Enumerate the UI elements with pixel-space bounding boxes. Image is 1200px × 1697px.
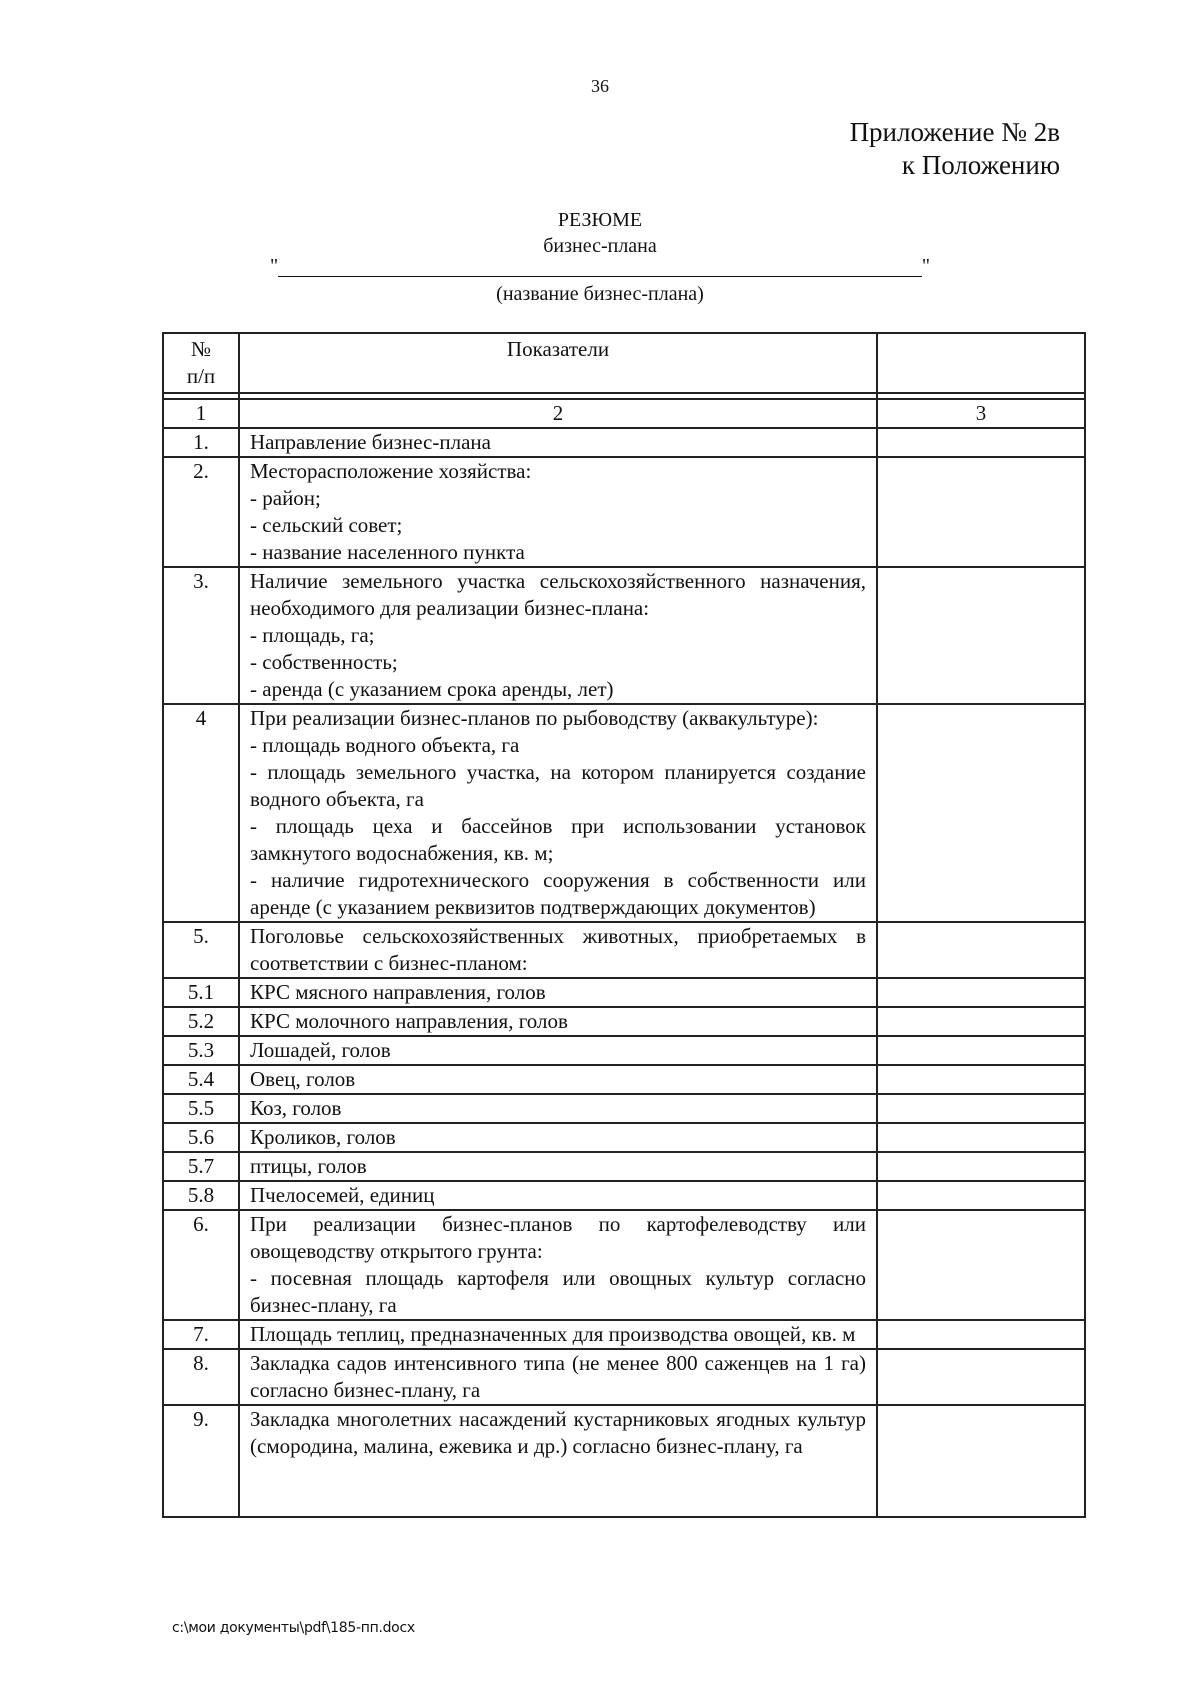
row-value-cell[interactable] <box>877 1181 1085 1210</box>
row-number: 6. <box>163 1210 239 1320</box>
row-number: 5.6 <box>163 1123 239 1152</box>
row-number: 5.1 <box>163 978 239 1007</box>
row-value-cell[interactable] <box>877 1405 1085 1517</box>
table-row <box>163 1181 1085 1210</box>
appendix-line-2: к Положению <box>901 150 1060 180</box>
quote-open: " <box>270 255 279 277</box>
row-indicator <box>239 1405 877 1517</box>
row-indicator <box>239 922 877 978</box>
file-path-footer: c:\мои документы\pdf\185-пп.docx <box>172 1620 415 1636</box>
row-value-cell[interactable] <box>877 922 1085 978</box>
title-block <box>0 207 1200 307</box>
row-indicator <box>239 1007 877 1036</box>
row-number: 2. <box>163 457 239 567</box>
indicator-line: При реализации бизнес-планов по картофелеводству или овощеводству открытого грунта: <box>250 1212 866 1263</box>
row-number: 4 <box>163 704 239 922</box>
indicator-line: - наличие гидротехнического сооружения в собственности или аренде (с указанием реквизитов подтверждающих документов) <box>250 868 866 919</box>
header-number-label-part: № <box>190 337 212 361</box>
resume-table-wrapper <box>162 332 1084 1518</box>
header-value <box>877 333 1085 393</box>
column-number-2: 2 <box>239 399 877 428</box>
indicator-line: Коз, голов <box>250 1096 342 1120</box>
indicator-line: Направление бизнес-плана <box>250 430 491 454</box>
row-value-cell[interactable] <box>877 1123 1085 1152</box>
row-value-cell[interactable] <box>877 978 1085 1007</box>
appendix-line-1: Приложение № 2в <box>849 117 1060 147</box>
row-value-cell[interactable] <box>877 704 1085 922</box>
table-row <box>163 428 1085 457</box>
indicator-line: Кроликов, голов <box>250 1125 396 1149</box>
name-underline <box>278 276 922 277</box>
indicator-line: - район; <box>250 486 321 510</box>
table-row <box>163 1349 1085 1405</box>
row-value-cell[interactable] <box>877 428 1085 457</box>
indicator-line: КРС мясного направления, голов <box>250 980 546 1004</box>
table-row <box>163 457 1085 567</box>
table-header-row <box>163 333 1085 393</box>
row-indicator <box>239 1349 877 1405</box>
indicator-line: Поголовье сельскохозяйственных животных, приобретаемых в соответствии с бизнес-планом: <box>250 924 866 975</box>
row-number: 5.5 <box>163 1094 239 1123</box>
indicator-line: - аренда (с указанием срока аренды, лет) <box>250 677 614 701</box>
row-indicator <box>239 1036 877 1065</box>
indicator-line: - собственность; <box>250 650 398 674</box>
resume-table <box>162 332 1086 1518</box>
indicator-line: - площадь цеха и бассейнов при использовании установок замкнутого водоснабжения, кв. м; <box>250 814 866 865</box>
header-number <box>163 333 239 393</box>
row-number: 7. <box>163 1320 239 1349</box>
table-row <box>163 567 1085 704</box>
row-number: 5.7 <box>163 1152 239 1181</box>
row-indicator <box>239 1123 877 1152</box>
business-plan-name-blank <box>270 255 930 281</box>
table-row <box>163 1405 1085 1517</box>
row-number: 9. <box>163 1405 239 1517</box>
indicator-line: - площадь водного объекта, га <box>250 733 520 757</box>
row-indicator <box>239 1320 877 1349</box>
column-numbers-row <box>163 399 1085 428</box>
indicator-line: птицы, голов <box>250 1154 367 1178</box>
row-indicator <box>239 457 877 567</box>
row-indicator <box>239 1065 877 1094</box>
indicator-line: Закладка садов интенсивного типа (не менее 800 саженцев на 1 га) согласно бизнес-плану, га <box>250 1351 866 1402</box>
table-row <box>163 1123 1085 1152</box>
row-number: 8. <box>163 1349 239 1405</box>
row-indicator <box>239 428 877 457</box>
row-number: 5.4 <box>163 1065 239 1094</box>
page-number: 36 <box>591 76 609 96</box>
table-row <box>163 1152 1085 1181</box>
row-value-cell[interactable] <box>877 457 1085 567</box>
row-indicator <box>239 1094 877 1123</box>
column-number-3: 3 <box>877 399 1085 428</box>
row-value-cell[interactable] <box>877 1349 1085 1405</box>
row-number: 5.8 <box>163 1181 239 1210</box>
row-value-cell[interactable] <box>877 1065 1085 1094</box>
indicator-line: Лошадей, голов <box>250 1038 391 1062</box>
table-row <box>163 978 1085 1007</box>
row-value-cell[interactable] <box>877 1152 1085 1181</box>
header-indicators: Показатели <box>239 333 877 393</box>
indicator-line: Овец, голов <box>250 1067 356 1091</box>
table-row <box>163 1210 1085 1320</box>
row-number: 5.3 <box>163 1036 239 1065</box>
document-title: РЕЗЮМЕ <box>557 209 643 231</box>
row-value-cell[interactable] <box>877 1210 1085 1320</box>
row-indicator <box>239 1181 877 1210</box>
row-number: 1. <box>163 428 239 457</box>
indicator-line: При реализации бизнес-планов по рыбоводству (аквакультуре): <box>250 706 819 730</box>
document-subtitle: бизнес-плана <box>543 235 657 257</box>
row-value-cell[interactable] <box>877 1094 1085 1123</box>
indicator-line: Месторасположение хозяйства: <box>250 459 532 483</box>
row-number: 3. <box>163 567 239 704</box>
row-value-cell[interactable] <box>877 1007 1085 1036</box>
indicator-line: КРС молочного направления, голов <box>250 1009 568 1033</box>
appendix-header <box>850 116 1060 182</box>
row-indicator <box>239 978 877 1007</box>
column-number-1: 1 <box>163 399 239 428</box>
table-row <box>163 1094 1085 1123</box>
table-row <box>163 1320 1085 1349</box>
indicator-line: - площадь земельного участка, на котором планируется создание водного объекта, га <box>250 760 866 811</box>
row-indicator <box>239 567 877 704</box>
indicator-line: Закладка многолетних насаждений кустарниковых ягодных культур (смородина, малина, ежевика и др.) согласно бизнес-плану, га <box>250 1407 866 1458</box>
header-number-label-part: п/п <box>186 364 216 388</box>
quote-close: " <box>921 255 930 277</box>
row-indicator <box>239 1152 877 1181</box>
row-number: 5. <box>163 922 239 978</box>
indicator-line: - название населенного пункта <box>250 540 525 564</box>
table-row <box>163 1065 1085 1094</box>
indicator-line: Пчелосемей, единиц <box>250 1183 435 1207</box>
table-row <box>163 1007 1085 1036</box>
row-indicator <box>239 1210 877 1320</box>
indicator-line: - сельский совет; <box>250 513 403 537</box>
indicator-line: - площадь, га; <box>250 623 375 647</box>
indicator-line: - посевная площадь картофеля или овощных культур согласно бизнес-плану, га <box>250 1266 866 1317</box>
row-value-cell[interactable] <box>877 1320 1085 1349</box>
table-row <box>163 922 1085 978</box>
indicator-line: Площадь теплиц, предназначенных для производства овощей, кв. м <box>250 1322 856 1346</box>
row-value-cell[interactable] <box>877 1036 1085 1065</box>
table-row <box>163 704 1085 922</box>
row-number: 5.2 <box>163 1007 239 1036</box>
row-value-cell[interactable] <box>877 567 1085 704</box>
indicator-line: Наличие земельного участка сельскохозяйственного назначения, необходимого для реализации бизнес-плана: <box>250 569 866 620</box>
name-caption: (название бизнес-плана) <box>496 283 704 305</box>
row-indicator <box>239 704 877 922</box>
table-row <box>163 1036 1085 1065</box>
